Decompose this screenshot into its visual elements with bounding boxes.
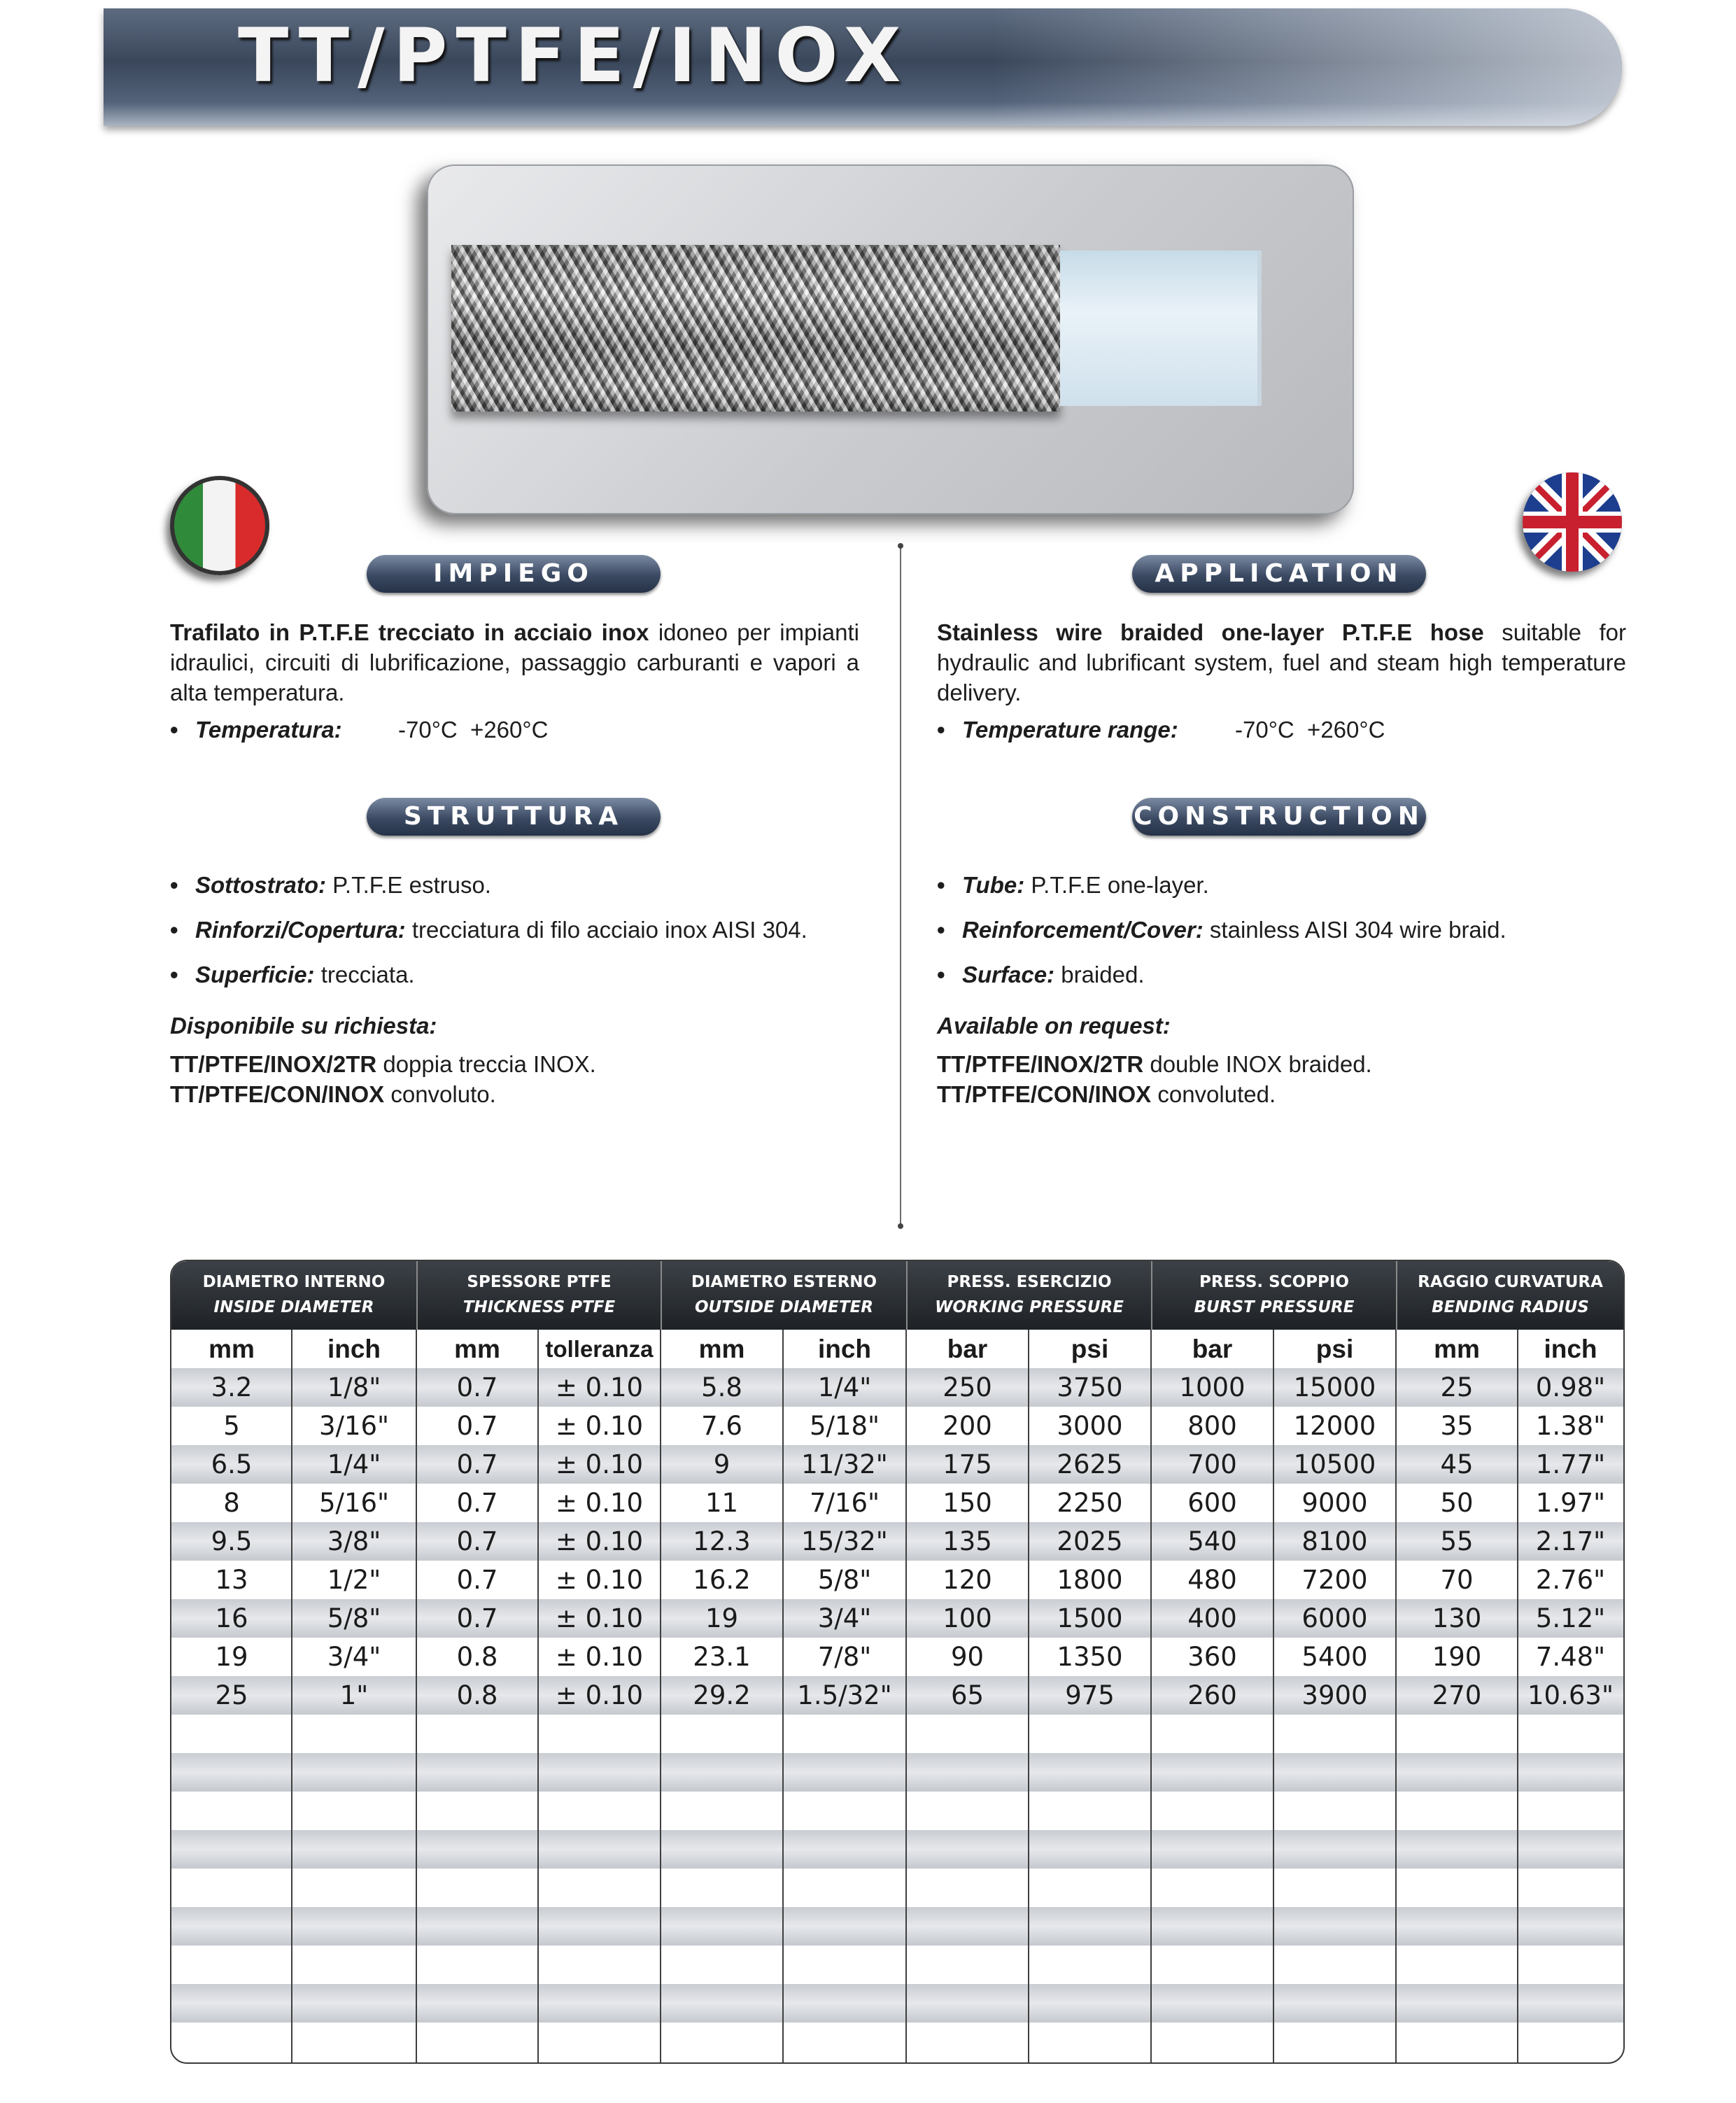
available-label-en: Available on request: <box>937 1013 1171 1039</box>
table-cell: 50 <box>1440 1488 1474 1518</box>
option-desc: convoluted. <box>1151 1081 1276 1107</box>
table-cell: 1.5/32" <box>797 1680 892 1710</box>
temperature-value-it: -70°C +260°C <box>398 717 549 743</box>
struttura-item-value: trecciata. <box>314 962 415 987</box>
table-cell: 0.7 <box>456 1488 498 1518</box>
table-row <box>171 1984 1623 2023</box>
table-cell: 15000 <box>1293 1372 1376 1402</box>
units-row <box>171 1330 1623 1368</box>
table-cell: 3/4" <box>817 1603 872 1633</box>
table-cell: 12000 <box>1293 1411 1376 1441</box>
table-cell: 2625 <box>1057 1449 1123 1479</box>
column-group-header <box>1396 1261 1623 1330</box>
column-group-header <box>906 1261 1151 1330</box>
table-cell: 100 <box>943 1603 992 1633</box>
struttura-item-label: Rinforzi/Copertura: <box>195 917 406 943</box>
column-divider-line <box>660 1330 661 2062</box>
table-row <box>171 1522 1623 1561</box>
table-cell: 5/16" <box>318 1488 390 1518</box>
impiego-section <box>170 617 859 745</box>
struttura-item-value: trecciatura di filo acciaio inox AISI 304. <box>405 917 807 943</box>
construction-item-label: Reinforcement/Cover: <box>962 917 1204 943</box>
table-cell: 800 <box>1187 1411 1237 1441</box>
application-heading: APPLICATION <box>1132 555 1426 593</box>
table-cell: 1350 <box>1057 1642 1123 1672</box>
table-cell: 5/8" <box>817 1565 872 1595</box>
table-cell: 23.1 <box>693 1642 751 1672</box>
impiego-text: idoneo per impianti idraulici, circuiti di lubrificazione, passaggio carburanti e vapori a alta temperatura. <box>170 619 859 705</box>
struttura-item: • Rinforzi/Copertura: trecciatura di filo acciaio inox AISI 304. <box>170 917 807 943</box>
table-row <box>171 1638 1623 1676</box>
option-code: TT/PTFE/CON/INOX <box>170 1081 385 1107</box>
table-cell: 200 <box>943 1411 992 1441</box>
table-row <box>171 1907 1623 1946</box>
option-code: TT/PTFE/INOX/2TR <box>170 1051 377 1077</box>
table-row <box>171 1792 1623 1830</box>
table-cell: 19 <box>215 1642 248 1672</box>
table-cell: 0.7 <box>456 1565 498 1595</box>
table-cell: 5.12" <box>1535 1603 1606 1633</box>
table-cell: 540 <box>1187 1526 1237 1556</box>
option-desc: double INOX braided. <box>1143 1051 1372 1077</box>
table-cell: 1/8" <box>327 1372 381 1402</box>
table-cell: ± 0.10 <box>555 1411 644 1441</box>
table-cell: 400 <box>1187 1603 1237 1633</box>
unit-cell: bar <box>1192 1335 1233 1363</box>
table-cell: 1/2" <box>327 1565 381 1595</box>
unit-cell: bar <box>947 1335 988 1363</box>
struttura-item-value: P.T.F.E estruso. <box>325 872 491 898</box>
table-row <box>171 1407 1623 1445</box>
option-line-it <box>170 1079 870 1109</box>
uk-flag-icon <box>1523 472 1622 572</box>
table-cell: 3/8" <box>327 1526 381 1556</box>
table-cell: 6000 <box>1301 1603 1368 1633</box>
table-cell: ± 0.10 <box>555 1372 644 1402</box>
unit-cell: inch <box>327 1335 381 1363</box>
construction-item: • Reinforcement/Cover: stainless AISI 304 wire braid. <box>937 917 1506 943</box>
struttura-heading: STRUTTURA <box>367 798 661 836</box>
construction-item-value: braided. <box>1054 962 1145 987</box>
table-cell: 90 <box>950 1642 985 1672</box>
table-cell: 35 <box>1440 1411 1474 1441</box>
application-text: suitable for hydraulic and lubrificant system, fuel and steam high temperature delivery. <box>937 619 1626 705</box>
table-cell: 1500 <box>1057 1603 1123 1633</box>
table-cell: 29.2 <box>693 1680 751 1710</box>
table-cell: 25 <box>215 1680 248 1710</box>
table-cell: 45 <box>1440 1449 1474 1479</box>
table-cell: 3750 <box>1057 1372 1123 1402</box>
table-cell: 1" <box>339 1680 369 1710</box>
table-cell: 11 <box>705 1488 739 1518</box>
table-header <box>171 1261 1623 1330</box>
column-group-header <box>661 1261 906 1330</box>
unit-cell: psi <box>1071 1335 1109 1363</box>
table-cell: 0.98" <box>1535 1372 1606 1402</box>
table-cell: 175 <box>943 1449 992 1479</box>
table-cell: 190 <box>1432 1642 1482 1672</box>
group-header-it: DIAMETRO INTERNO <box>202 1273 386 1291</box>
table-cell: 10500 <box>1293 1449 1376 1479</box>
table-cell: 150 <box>943 1488 992 1518</box>
unit-cell: inch <box>817 1335 872 1363</box>
table-cell: 1.97" <box>1535 1488 1606 1518</box>
temperature-value-en: -70°C +260°C <box>1235 717 1385 743</box>
page-title: TT/PTFE/INOX <box>238 13 910 99</box>
table-cell: 2.76" <box>1535 1565 1606 1595</box>
table-cell: 10.63" <box>1527 1680 1614 1710</box>
temperature-label-it: Temperatura: <box>195 717 342 743</box>
group-header-it: SPESSORE PTFE <box>467 1273 612 1291</box>
table-cell: 12.3 <box>693 1526 751 1556</box>
column-divider-line <box>1273 1330 1274 2062</box>
table-cell: 0.7 <box>456 1526 498 1556</box>
table-cell: ± 0.10 <box>555 1642 644 1672</box>
table-cell: 19 <box>705 1603 739 1633</box>
table-cell: 9000 <box>1301 1488 1368 1518</box>
specifications-table <box>170 1260 1625 2064</box>
table-cell: 7.6 <box>701 1411 742 1441</box>
table-cell: 480 <box>1187 1565 1237 1595</box>
table-cell: 0.8 <box>456 1642 498 1672</box>
table-cell: 1/4" <box>327 1449 381 1479</box>
construction-item-label: Surface: <box>962 962 1055 987</box>
table-cell: 25 <box>1440 1372 1474 1402</box>
table-cell: 70 <box>1440 1565 1474 1595</box>
table-cell: 1/4" <box>817 1372 872 1402</box>
impiego-heading: IMPIEGO <box>367 555 661 593</box>
construction-item: • Surface: braided. <box>937 962 1145 987</box>
unit-cell: mm <box>454 1335 500 1363</box>
table-cell: 3900 <box>1301 1680 1368 1710</box>
table-row <box>171 1368 1623 1407</box>
group-header-en: INSIDE DIAMETER <box>213 1298 374 1316</box>
temperature-label-en: Temperature range: <box>962 717 1178 743</box>
table-cell: ± 0.10 <box>555 1488 644 1518</box>
group-header-it: PRESS. ESERCIZIO <box>947 1273 1112 1291</box>
struttura-item-label: Superficie: <box>195 962 315 987</box>
table-cell: 600 <box>1187 1488 1237 1518</box>
group-header-it: RAGGIO CURVATURA <box>1418 1273 1603 1291</box>
hose-braid-image <box>451 245 1060 412</box>
struttura-item: • Superficie: trecciata. <box>170 962 415 987</box>
hose-ptfe-tube-image <box>1060 251 1262 406</box>
table-cell: 5 <box>223 1411 240 1441</box>
table-row <box>171 1753 1623 1792</box>
struttura-item: • Sottostrato: P.T.F.E estruso. <box>170 872 491 898</box>
table-cell: 13 <box>215 1565 248 1595</box>
table-cell: 8100 <box>1301 1526 1368 1556</box>
struttura-section <box>170 870 870 1109</box>
option-line-it <box>170 1049 870 1079</box>
table-cell: ± 0.10 <box>555 1565 644 1595</box>
column-divider-line <box>291 1330 292 2062</box>
table-cell: 135 <box>943 1526 992 1556</box>
table-row <box>171 1561 1623 1599</box>
impiego-paragraph <box>170 617 859 708</box>
table-cell: ± 0.10 <box>555 1449 644 1479</box>
construction-item-value: P.T.F.E one-layer. <box>1024 872 1209 898</box>
italy-flag-icon <box>170 476 269 575</box>
struttura-item-label: Sottostrato: <box>195 872 326 898</box>
group-header-en: BENDING RADIUS <box>1432 1298 1589 1316</box>
application-paragraph <box>937 617 1626 708</box>
table-cell: 16.2 <box>693 1565 751 1595</box>
table-row <box>171 1715 1623 1753</box>
table-cell: 0.8 <box>456 1680 498 1710</box>
table-cell: 2025 <box>1057 1526 1123 1556</box>
construction-section <box>937 870 1626 1109</box>
table-cell: 6.5 <box>211 1449 253 1479</box>
column-divider-line <box>1395 1330 1397 2062</box>
unit-cell: mm <box>698 1335 745 1363</box>
column-divider-line <box>1028 1330 1029 2062</box>
table-row <box>171 1869 1623 1907</box>
table-cell: 260 <box>1187 1680 1237 1710</box>
construction-item: • Tube: P.T.F.E one-layer. <box>937 872 1209 898</box>
table-cell: 0.7 <box>456 1449 498 1479</box>
table-row <box>171 1445 1623 1484</box>
column-divider-line <box>905 1330 907 2062</box>
table-cell: 2250 <box>1057 1488 1123 1518</box>
table-cell: 7200 <box>1301 1565 1368 1595</box>
table-cell: 700 <box>1187 1449 1237 1479</box>
table-cell: 7/16" <box>809 1488 880 1518</box>
table-cell: 250 <box>943 1372 992 1402</box>
column-divider-line <box>537 1330 539 2062</box>
option-desc: doppia treccia INOX. <box>376 1051 596 1077</box>
table-cell: 65 <box>950 1680 985 1710</box>
table-cell: 3/16" <box>318 1411 390 1441</box>
available-label-it: Disponibile su richiesta: <box>170 1013 437 1039</box>
table-cell: 2.17" <box>1535 1526 1606 1556</box>
option-line-en <box>937 1079 1626 1109</box>
table-cell: 5/8" <box>327 1603 381 1633</box>
table-row <box>171 1830 1623 1869</box>
table-row <box>171 1676 1623 1715</box>
construction-item-value: stainless AISI 304 wire braid. <box>1203 917 1506 943</box>
table-cell: 270 <box>1432 1680 1482 1710</box>
table-cell: 3/4" <box>327 1642 381 1672</box>
table-cell: 9 <box>713 1449 731 1479</box>
column-group-header <box>416 1261 661 1330</box>
table-cell: 5/18" <box>809 1411 880 1441</box>
group-header-en: WORKING PRESSURE <box>935 1298 1124 1316</box>
construction-heading: CONSTRUCTION <box>1132 798 1426 836</box>
application-bold-text: Stainless wire braided one-layer P.T.F.E hose <box>937 619 1484 645</box>
table-cell: ± 0.10 <box>555 1603 644 1633</box>
column-divider-line <box>1150 1330 1152 2062</box>
group-header-it: DIAMETRO ESTERNO <box>691 1273 877 1291</box>
column-group-header <box>1151 1261 1396 1330</box>
table-row <box>171 1484 1623 1522</box>
table-row <box>171 2023 1623 2061</box>
table-cell: 1.77" <box>1535 1449 1606 1479</box>
table-cell: ± 0.10 <box>555 1526 644 1556</box>
construction-item-label: Tube: <box>962 872 1025 898</box>
table-cell: ± 0.10 <box>555 1680 644 1710</box>
table-cell: 7/8" <box>817 1642 872 1672</box>
table-cell: 0.7 <box>456 1372 498 1402</box>
impiego-bold-text: Trafilato in P.T.F.E trecciato in acciaio inox <box>170 619 649 645</box>
group-header-it: PRESS. SCOPPIO <box>1199 1273 1349 1291</box>
table-cell: 3000 <box>1057 1411 1123 1441</box>
table-cell: 5400 <box>1301 1642 1368 1672</box>
table-cell: 8 <box>223 1488 240 1518</box>
option-code: TT/PTFE/INOX/2TR <box>937 1051 1144 1077</box>
table-cell: 130 <box>1432 1603 1482 1633</box>
option-desc: convoluto. <box>384 1081 496 1107</box>
column-group-header <box>171 1261 416 1330</box>
column-divider-line <box>1517 1330 1518 2062</box>
column-divider <box>900 546 901 1226</box>
table-cell: 16 <box>215 1603 248 1633</box>
table-cell: 55 <box>1440 1526 1474 1556</box>
option-line-en <box>937 1049 1626 1079</box>
table-cell: 7.48" <box>1535 1642 1606 1672</box>
temperature-bullet-en: • Temperature range: -70°C +260°C <box>937 715 1626 745</box>
unit-cell: tolleranza <box>545 1336 654 1362</box>
table-cell: 120 <box>943 1565 992 1595</box>
unit-cell: mm <box>1434 1335 1480 1363</box>
table-cell: 1000 <box>1179 1372 1245 1402</box>
option-code: TT/PTFE/CON/INOX <box>937 1081 1152 1107</box>
table-cell: 3.2 <box>211 1372 253 1402</box>
table-cell: 0.7 <box>456 1603 498 1633</box>
temperature-bullet-it: • Temperatura: -70°C +260°C <box>170 715 859 745</box>
table-cell: 5.8 <box>701 1372 742 1402</box>
group-header-en: BURST PRESSURE <box>1194 1298 1355 1316</box>
table-cell: 15/32" <box>801 1526 888 1556</box>
unit-cell: psi <box>1315 1335 1354 1363</box>
table-cell: 11/32" <box>801 1449 888 1479</box>
unit-cell: inch <box>1544 1335 1597 1363</box>
table-cell: 0.7 <box>456 1411 498 1441</box>
group-header-en: OUTSIDE DIAMETER <box>694 1298 873 1316</box>
table-cell: 1800 <box>1057 1565 1123 1595</box>
column-divider-line <box>782 1330 784 2062</box>
column-divider-line <box>416 1330 417 2062</box>
table-cell: 9.5 <box>211 1526 253 1556</box>
table-row <box>171 1946 1623 1984</box>
application-section <box>937 617 1626 745</box>
unit-cell: mm <box>209 1335 255 1363</box>
table-cell: 1.38" <box>1535 1411 1606 1441</box>
table-row <box>171 1599 1623 1638</box>
table-cell: 360 <box>1187 1642 1237 1672</box>
group-header-en: THICKNESS PTFE <box>463 1298 616 1316</box>
table-cell: 975 <box>1065 1680 1115 1710</box>
